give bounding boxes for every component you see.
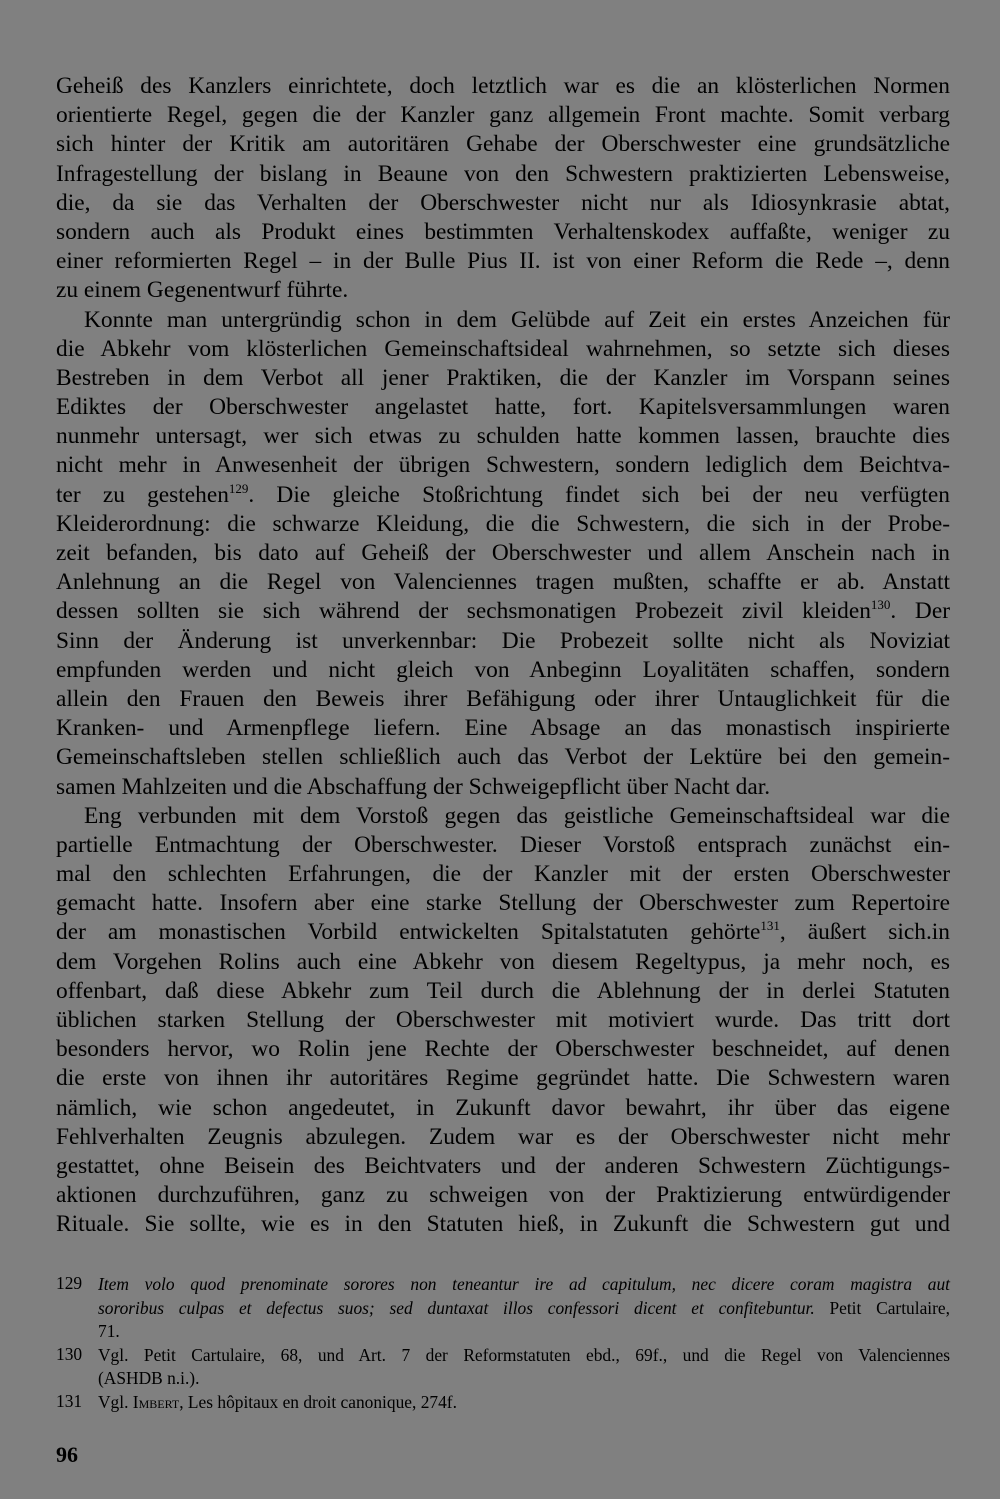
text-segment: . Die gleiche Stoßrichtung findet sich bei der neu verfügten bbox=[248, 481, 950, 508]
footnote-line bbox=[98, 1297, 950, 1321]
footnote-line bbox=[98, 1391, 950, 1415]
text-line: nunmehr untersagt, wer sich etwas zu schulden hatte kommen lassen, brauchte dies bbox=[56, 423, 950, 450]
footnote-number: 131 bbox=[56, 1390, 83, 1411]
footnote-line: Vgl. Petit Cartulaire, 68, und Art. 7 der Reformstatuten ebd., 69f., und die Regel von Valenciennes bbox=[98, 1344, 950, 1365]
author-name: Imbert bbox=[132, 1391, 180, 1412]
footnote-131 bbox=[56, 1391, 950, 1415]
page-number: 96 bbox=[56, 1442, 78, 1467]
text-line: sondern auch als Produkt eines bestimmten Verhaltenskodex auffaßte, weniger zu bbox=[56, 218, 950, 245]
text-line: Sinn der Änderung ist unverkennbar: Die Probezeit sollte nicht als Noviziat bbox=[56, 627, 950, 654]
text-line: aktionen durchzuführen, ganz zu schweigen von der Praktizierung entwürdigender bbox=[56, 1182, 950, 1209]
text-line: Gemeinschaftsleben stellen schließlich auch das Verbot der Lektüre bei den gemein- bbox=[56, 744, 950, 771]
text-segment: dessen sollten sie sich während der sechsmonatigen Probezeit zivil kleiden bbox=[56, 598, 871, 625]
text-line: Rituale. Sie sollte, wie es in den Statuten hieß, in Zukunft die Schwestern gut und bbox=[56, 1211, 950, 1238]
text-segment: . Der bbox=[890, 598, 950, 625]
text-line: die erste von ihnen ihr autoritäres Regime gegründet hatte. Die Schwestern waren bbox=[56, 1065, 950, 1092]
latin-quote: sororibus culpas et defectus suos; sed duntaxat illos confessori dicent et confitebuntur. bbox=[98, 1297, 815, 1318]
text-line: Eng verbunden mit dem Vorstoß gegen das geistliche Gemeinschaftsideal war die bbox=[84, 802, 950, 829]
text-line: Anlehnung an die Regel von Valenciennes tragen mußten, schaffte er ab. Anstatt bbox=[56, 569, 950, 596]
footnote-ref-131[interactable]: 131 bbox=[760, 918, 780, 934]
text-line: partielle Entmachtung der Oberschwester. Dieser Vorstoß entsprach zunächst ein- bbox=[56, 831, 950, 858]
footnote-ref-129[interactable]: 129 bbox=[228, 480, 249, 496]
text-line: besonders hervor, wo Rolin jene Rechte der Oberschwester beschneidet, auf denen bbox=[56, 1036, 950, 1063]
text-segment: , äußert sich.in bbox=[779, 919, 950, 946]
footnote-line: 71. bbox=[98, 1321, 120, 1341]
paragraph-1 bbox=[56, 72, 950, 306]
citation: Petit Cartulaire, bbox=[814, 1297, 950, 1318]
text-line: Infragestellung der bislang in Beaune von den Schwestern praktizierten Lebensweise, bbox=[56, 160, 950, 187]
text-line: Geheiß des Kanzlers einrichtete, doch letztlich war es die an klösterlichen Normen bbox=[56, 73, 950, 99]
text-line bbox=[56, 481, 950, 510]
text-line: Kleiderordnung: die schwarze Kleidung, die die Schwestern, die sich in der Probe- bbox=[56, 510, 950, 537]
footnote-number: 130 bbox=[56, 1343, 83, 1364]
text-line: sich hinter der Kritik am autoritären Gehabe der Oberschwester eine grundsätzliche bbox=[56, 131, 950, 158]
text-line: zeit befanden, bis dato auf Geheiß der Oberschwester und allem Anschein nach in bbox=[56, 540, 950, 566]
text-line: nicht mehr in Anwesenheit der übrigen Schwestern, sondern lediglich dem Beichtva- bbox=[56, 452, 950, 479]
footnote-129 bbox=[56, 1273, 950, 1344]
citation-prefix: Vgl. bbox=[98, 1391, 133, 1412]
text-line: gestattet, ohne Beisein des Beichtvaters und der anderen Schwestern Züchtigungs- bbox=[56, 1152, 950, 1179]
text-line: Fehlverhalten Zeugnis abzulegen. Zudem war es der Oberschwester nicht mehr bbox=[56, 1123, 950, 1150]
text-line: Kranken- und Armenpflege liefern. Eine Absage an das monastisch inspirierte bbox=[56, 715, 950, 742]
paragraph-2 bbox=[56, 306, 950, 802]
footnote-line bbox=[98, 1273, 950, 1297]
text-line: zu einem Gegenentwurf führte. bbox=[56, 277, 349, 304]
main-text bbox=[56, 72, 950, 1240]
text-line: mal den schlechten Erfahrungen, die der Kanzler mit der ersten Oberschwester bbox=[56, 861, 950, 888]
text-line: allein den Frauen den Beweis ihrer Befähigung oder ihrer Untauglichkeit für die bbox=[56, 685, 950, 712]
text-line: Konnte man untergründig schon in dem Gelübde auf Zeit ein erstes Anzeichen für bbox=[84, 306, 950, 333]
text-segment: ter zu gestehen bbox=[56, 481, 229, 508]
text-line: einer reformierten Regel – in der Bulle Pius II. ist von einer Reform die Rede –, denn bbox=[56, 248, 950, 275]
text-line: üblichen starken Stellung der Oberschwester mit motiviert wurde. Das tritt dort bbox=[56, 1007, 950, 1033]
text-segment: der am monastischen Vorbild entwickelten Spitalstatuten gehörte bbox=[56, 919, 761, 946]
footnotes bbox=[56, 1273, 950, 1414]
text-line: gemacht hatte. Insofern aber eine starke Stellung der Oberschwester zum Repertoire bbox=[56, 890, 950, 917]
text-line: nämlich, wie schon angedeutet, in Zukunft davor bewahrt, ihr über das eigene bbox=[56, 1094, 950, 1121]
text-line: Bestreben in dem Verbot all jener Praktiken, die der Kanzler im Vorspann seines bbox=[56, 364, 950, 391]
text-line: die, da sie das Verhalten der Oberschwester nicht nur als Idiosynkrasie abtat, bbox=[56, 189, 950, 216]
text-line: orientierte Regel, gegen die der Kanzler ganz allgemein Front machte. Somit verbarg bbox=[56, 102, 950, 129]
latin-quote: Item volo quod prenominate sorores non teneantur ire ad capitulum, nec dicere coram magistra aut bbox=[98, 1274, 950, 1294]
footnote-130 bbox=[56, 1344, 950, 1391]
footnote-line: (ASHDB n.i.). bbox=[98, 1368, 200, 1388]
text-line: empfunden werden und nicht gleich von Anbeginn Loyalitäten schaffen, sondern bbox=[56, 656, 950, 683]
text-line: die Abkehr vom klösterlichen Gemeinschaftsideal wahrnehmen, so setzte sich dieses bbox=[56, 335, 950, 362]
text-line bbox=[56, 597, 950, 626]
paragraph-3 bbox=[56, 802, 950, 1240]
text-line: dem Vorgehen Rolins auch eine Abkehr von diesem Regeltypus, ja mehr noch, es bbox=[56, 948, 950, 975]
citation: , Les hôpitaux en droit canonique, 274f. bbox=[179, 1391, 457, 1412]
footnote-number: 129 bbox=[56, 1273, 83, 1293]
text-line bbox=[56, 918, 950, 947]
text-line: samen Mahlzeiten und die Abschaffung der Schweigepflicht über Nacht dar. bbox=[56, 773, 771, 800]
text-line: offenbart, daß diese Abkehr zum Teil durch die Ablehnung der in derlei Statuten bbox=[56, 977, 950, 1004]
footnote-ref-130[interactable]: 130 bbox=[870, 597, 891, 613]
text-line: Ediktes der Oberschwester angelastet hatte, fort. Kapitelsversammlungen waren bbox=[56, 394, 950, 421]
